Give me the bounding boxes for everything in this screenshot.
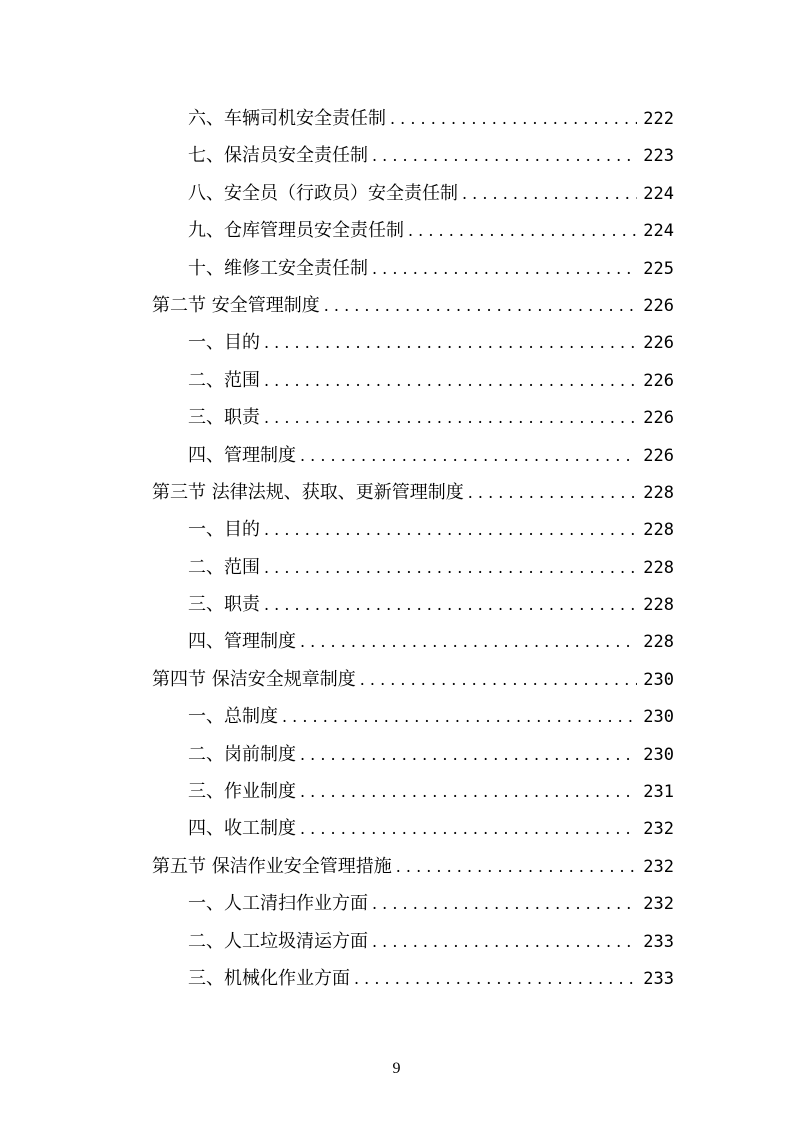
toc-entry-title: 第三节 法律法规、获取、更新管理制度 <box>152 481 464 503</box>
toc-item-entry <box>152 511 674 548</box>
toc-dot-leader <box>264 586 637 623</box>
toc-item-entry <box>152 437 674 474</box>
toc-entry-page: 228 <box>643 632 674 653</box>
toc-entry-title: 第四节 保洁安全规章制度 <box>152 668 356 690</box>
toc-entry-title: 第二节 安全管理制度 <box>152 294 320 316</box>
toc-entry-title: 四、管理制度 <box>188 444 296 466</box>
toc-dot-leader <box>462 175 637 212</box>
toc-entry-title: 四、管理制度 <box>188 631 296 653</box>
toc-dot-leader <box>396 848 638 885</box>
toc-dot-leader <box>300 623 637 660</box>
toc-entry-title: 一、人工清扫作业方面 <box>188 893 368 915</box>
toc-entry-title: 三、机械化作业方面 <box>188 967 350 989</box>
toc-entry-title: 一、总制度 <box>188 706 278 728</box>
toc-dot-leader <box>324 287 638 324</box>
toc-dot-leader <box>372 137 637 174</box>
toc-item-entry <box>152 623 674 660</box>
toc-dot-leader <box>264 399 637 436</box>
toc-item-entry <box>152 362 674 399</box>
toc-section-entry <box>152 848 674 885</box>
toc-item-entry <box>152 549 674 586</box>
toc-entry-page: 226 <box>643 295 674 316</box>
toc-dot-leader <box>300 437 637 474</box>
toc-dot-leader <box>300 773 637 810</box>
toc-entry-page: 233 <box>643 931 674 952</box>
toc-entry-page: 230 <box>643 707 674 728</box>
toc-item-entry <box>152 175 674 212</box>
toc-entry-title: 二、人工垃圾清运方面 <box>188 930 368 952</box>
toc-entry-title: 六、车辆司机安全责任制 <box>188 108 386 129</box>
toc-entry-page: 232 <box>643 819 674 840</box>
toc-dot-leader <box>264 324 637 361</box>
toc-entry-title: 二、范围 <box>188 369 260 391</box>
toc-entry-page: 228 <box>643 557 674 578</box>
toc-entry-page: 228 <box>643 520 674 541</box>
toc-item-entry <box>152 960 674 997</box>
toc-item-entry <box>152 250 674 287</box>
toc-dot-leader <box>264 511 637 548</box>
toc-item-entry <box>152 698 674 735</box>
toc-item-entry <box>152 100 674 137</box>
toc-item-entry <box>152 773 674 810</box>
toc-item-entry <box>152 810 674 847</box>
toc-entry-title: 一、目的 <box>188 332 260 354</box>
toc-entry-title: 四、收工制度 <box>188 818 296 840</box>
toc-entry-page: 225 <box>643 258 674 279</box>
toc-dot-leader <box>468 474 638 511</box>
toc-entry-page: 228 <box>643 595 674 616</box>
toc-entry-page: 226 <box>643 333 674 354</box>
toc-dot-leader <box>282 698 637 735</box>
toc-entry-title: 三、职责 <box>188 407 260 429</box>
toc-item-entry <box>152 324 674 361</box>
toc-entry-page: 230 <box>643 669 674 690</box>
toc-item-entry <box>152 923 674 960</box>
toc-dot-leader <box>360 661 638 698</box>
toc-dot-leader <box>300 810 637 847</box>
toc-item-entry <box>152 586 674 623</box>
toc-entry-page: 233 <box>643 968 674 989</box>
toc-entry-title: 七、保洁员安全责任制 <box>188 145 368 167</box>
toc-entry-page: 232 <box>643 856 674 877</box>
toc-dot-leader <box>300 736 637 773</box>
toc-dot-leader <box>372 885 637 922</box>
toc-entry-page: 226 <box>643 445 674 466</box>
toc-entry-page: 230 <box>643 744 674 765</box>
toc-entry-title: 三、作业制度 <box>188 781 296 803</box>
toc-dot-leader <box>372 250 637 287</box>
toc-entry-page: 226 <box>643 408 674 429</box>
toc-entry-title: 九、仓库管理员安全责任制 <box>188 220 404 242</box>
toc-dot-leader <box>264 362 637 399</box>
toc-dot-leader <box>354 960 637 997</box>
toc-entry-page: 228 <box>643 482 674 503</box>
toc-entry-page: 223 <box>643 146 674 167</box>
toc-section-entry <box>152 661 674 698</box>
toc-item-entry <box>152 885 674 922</box>
toc-item-entry <box>152 399 674 436</box>
table-of-contents <box>152 100 674 997</box>
toc-dot-leader <box>264 549 637 586</box>
toc-dot-leader <box>408 212 637 249</box>
toc-entry-title: 二、岗前制度 <box>188 743 296 765</box>
toc-entry-title: 一、目的 <box>188 519 260 541</box>
toc-item-entry <box>152 137 674 174</box>
toc-entry-page: 224 <box>643 221 674 242</box>
toc-entry-page: 226 <box>643 370 674 391</box>
toc-entry-page: 224 <box>643 183 674 204</box>
toc-entry-title: 二、范围 <box>188 556 260 578</box>
toc-item-entry <box>152 212 674 249</box>
page-number: 9 <box>392 1060 401 1077</box>
toc-entry-page: 222 <box>643 109 674 129</box>
toc-item-entry <box>152 736 674 773</box>
toc-dot-leader <box>390 100 637 137</box>
toc-section-entry <box>152 287 674 324</box>
toc-entry-title: 十、维修工安全责任制 <box>188 257 368 279</box>
toc-dot-leader <box>372 923 637 960</box>
toc-entry-title: 八、安全员（行政员）安全责任制 <box>188 182 458 204</box>
toc-entry-page: 231 <box>643 782 674 803</box>
toc-section-entry <box>152 474 674 511</box>
toc-entry-title: 三、职责 <box>188 594 260 616</box>
toc-entry-title: 第五节 保洁作业安全管理措施 <box>152 855 392 877</box>
toc-entry-page: 232 <box>643 894 674 915</box>
